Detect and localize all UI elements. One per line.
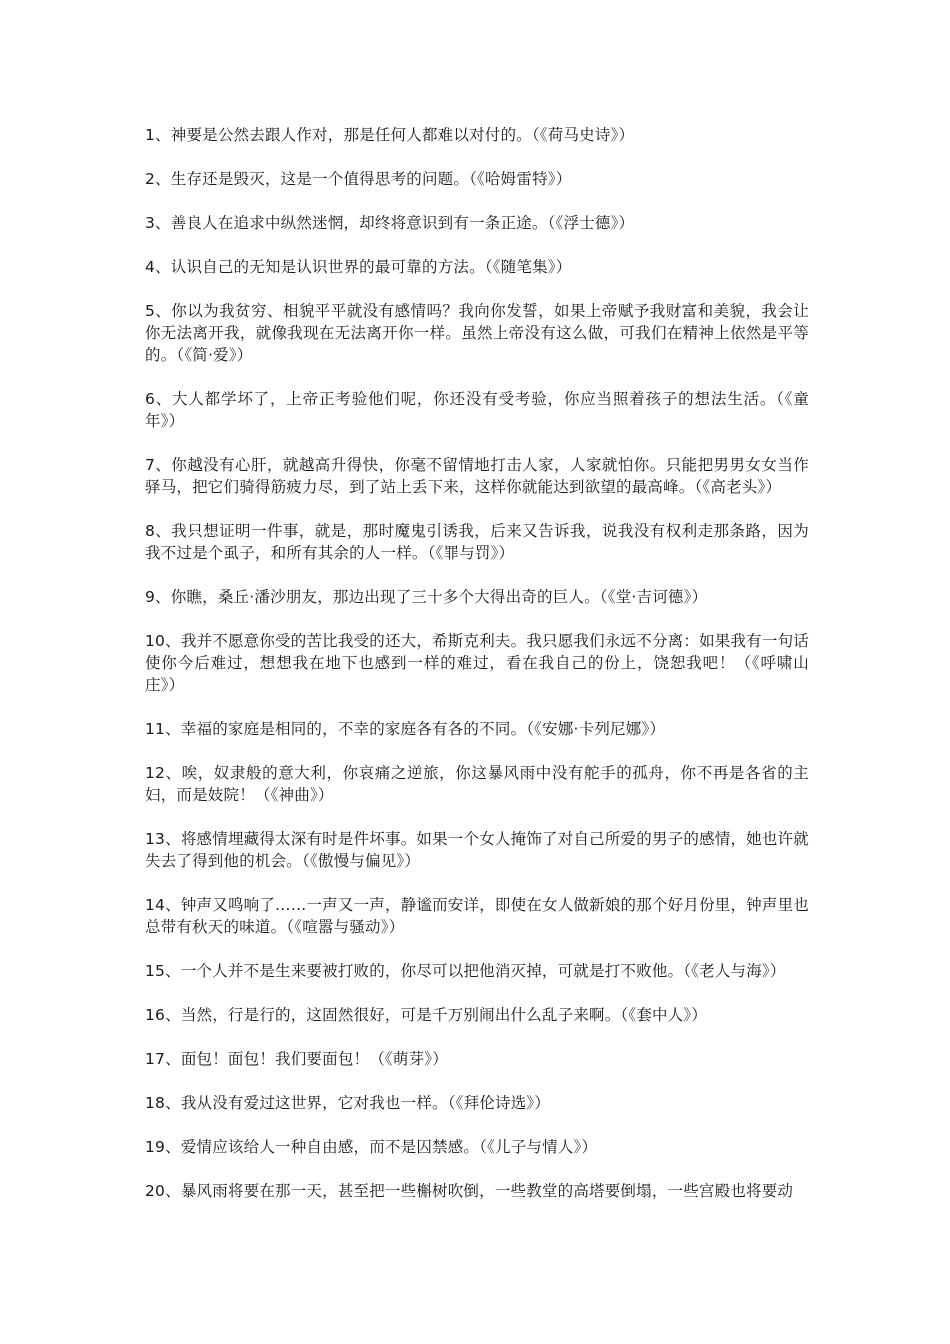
quote-item: 1、神要是公然去跟人作对，那是任何人都难以对付的。（《荷马史诗》） bbox=[145, 126, 635, 144]
quote-item: 6、大人都学坏了，上帝正考验他们呢，你还没有受考验，你应当照着孩子的想法生活。（《童年》） bbox=[145, 390, 809, 430]
quote-list bbox=[145, 124, 809, 1224]
quote-item: 18、我从没有爱过这世界，它对我也一样。（《拜伦诗选》） bbox=[145, 1094, 551, 1112]
quote-item: 5、你以为我贫穷、相貌平平就没有感情吗？我向你发誓，如果上帝赋予我财富和美貌，我会让你无法离开我，就像我现在无法离开你一样。虽然上帝没有这么做，可我们在精神上依然是平等的。（《简·爱》） bbox=[145, 302, 809, 364]
quote-item: 13、将感情埋藏得太深有时是件坏事。如果一个女人掩饰了对自己所爱的男子的感情，她也许就失去了得到他的机会。（《傲慢与偏见》） bbox=[145, 830, 809, 870]
quote-item: 11、幸福的家庭是相同的，不幸的家庭各有各的不同。（《安娜·卡列尼娜》） bbox=[145, 720, 666, 738]
quote-item: 4、认识自己的无知是认识世界的最可靠的方法。（《随笔集》） bbox=[145, 258, 572, 276]
quote-item: 8、我只想证明一件事，就是，那时魔鬼引诱我，后来又告诉我，说我没有权利走那条路，因为我不过是个虱子，和所有其余的人一样。（《罪与罚》） bbox=[145, 522, 809, 562]
quote-item: 17、面包！面包！我们要面包！（《萌芽》） bbox=[145, 1050, 448, 1068]
quote-item: 16、当然，行是行的，这固然很好，可是千万别闹出什么乱子来啊。（《套中人》） bbox=[145, 1006, 708, 1024]
quote-item: 9、你瞧，桑丘·潘沙朋友，那边出现了三十多个大得出奇的巨人。（《堂·吉诃德》） bbox=[145, 588, 708, 606]
quote-item: 10、我并不愿意你受的苦比我受的还大，希斯克利夫。我只愿我们永远不分离：如果我有一句话使你今后难过，想想我在地下也感到一样的难过，看在我自己的份上，饶恕我吧！（《呼啸山庄》） bbox=[145, 632, 809, 694]
quote-item: 3、善良人在追求中纵然迷惘，却终将意识到有一条正途。（《浮士德》） bbox=[145, 214, 635, 232]
quote-item: 7、你越没有心肝，就越高升得快，你毫不留情地打击人家，人家就怕你。只能把男男女女当作驿马，把它们骑得筋疲力尽，到了站上丢下来，这样你就能达到欲望的最高峰。（《高老头》） bbox=[145, 456, 809, 496]
quote-item: 15、一个人并不是生来要被打败的，你尽可以把他消灭掉，可就是打不败他。（《老人与海》） bbox=[145, 962, 786, 980]
quote-item: 2、生存还是毁灭，这是一个值得思考的问题。（《哈姆雷特》） bbox=[145, 170, 572, 188]
quote-item: 20、暴风雨将要在那一天，甚至把一些槲树吹倒，一些教堂的高塔要倒塌，一些宫殿也将要动 bbox=[145, 1182, 794, 1200]
quote-item: 12、唉，奴隶般的意大利，你哀痛之逆旅，你这暴风雨中没有舵手的孤舟，你不再是各省的主妇，而是妓院！（《神曲》） bbox=[145, 764, 809, 804]
quote-item: 14、钟声又鸣响了……一声又一声，静谧而安详，即使在女人做新娘的那个好月份里，钟声里也总带有秋天的味道。（《喧嚣与骚动》） bbox=[145, 896, 809, 936]
quote-item: 19、爱情应该给人一种自由感，而不是囚禁感。（《儿子与情人》） bbox=[145, 1138, 598, 1156]
